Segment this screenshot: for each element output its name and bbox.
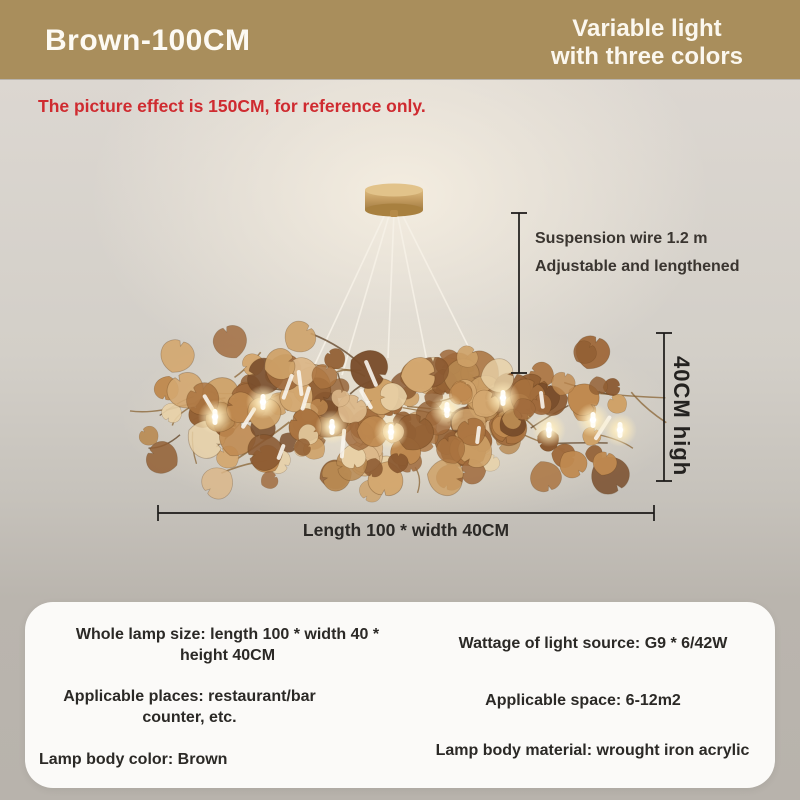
spec-applicable-places: Applicable places: restaurant/bar counter, etc. xyxy=(63,688,316,727)
variant-label: Brown-100CM xyxy=(45,24,251,57)
suspension-annotation-line1: Suspension wire 1.2 m xyxy=(535,230,708,247)
suspension-annotation-line2: Adjustable and lengthened xyxy=(535,258,740,275)
height-annotation: 40CM high xyxy=(669,356,694,477)
feature-title-line1: Variable light xyxy=(572,15,722,42)
feature-title-line2: with three colors xyxy=(550,42,744,70)
spec-lamp-size: Whole lamp size: length 100 * width 40 * height 40CM xyxy=(75,626,380,665)
reference-notice: The picture effect is 150CM, for reference only. xyxy=(38,96,426,116)
ceiling-canopy xyxy=(365,184,423,218)
spec-body-color: Lamp body color: Brown xyxy=(39,751,228,768)
spec-applicable-space: Applicable space: 6-12m2 xyxy=(485,692,681,709)
product-photo-stage xyxy=(0,80,800,800)
header-banner xyxy=(0,0,800,79)
length-annotation: Length 100 * width 40CM xyxy=(302,520,510,540)
spec-card xyxy=(25,602,775,788)
spec-wattage: Wattage of light source: G9 * 6/42W xyxy=(458,635,728,652)
spec-body-material: Lamp body material: wrought iron acrylic xyxy=(435,742,750,759)
feature-title xyxy=(532,15,762,70)
